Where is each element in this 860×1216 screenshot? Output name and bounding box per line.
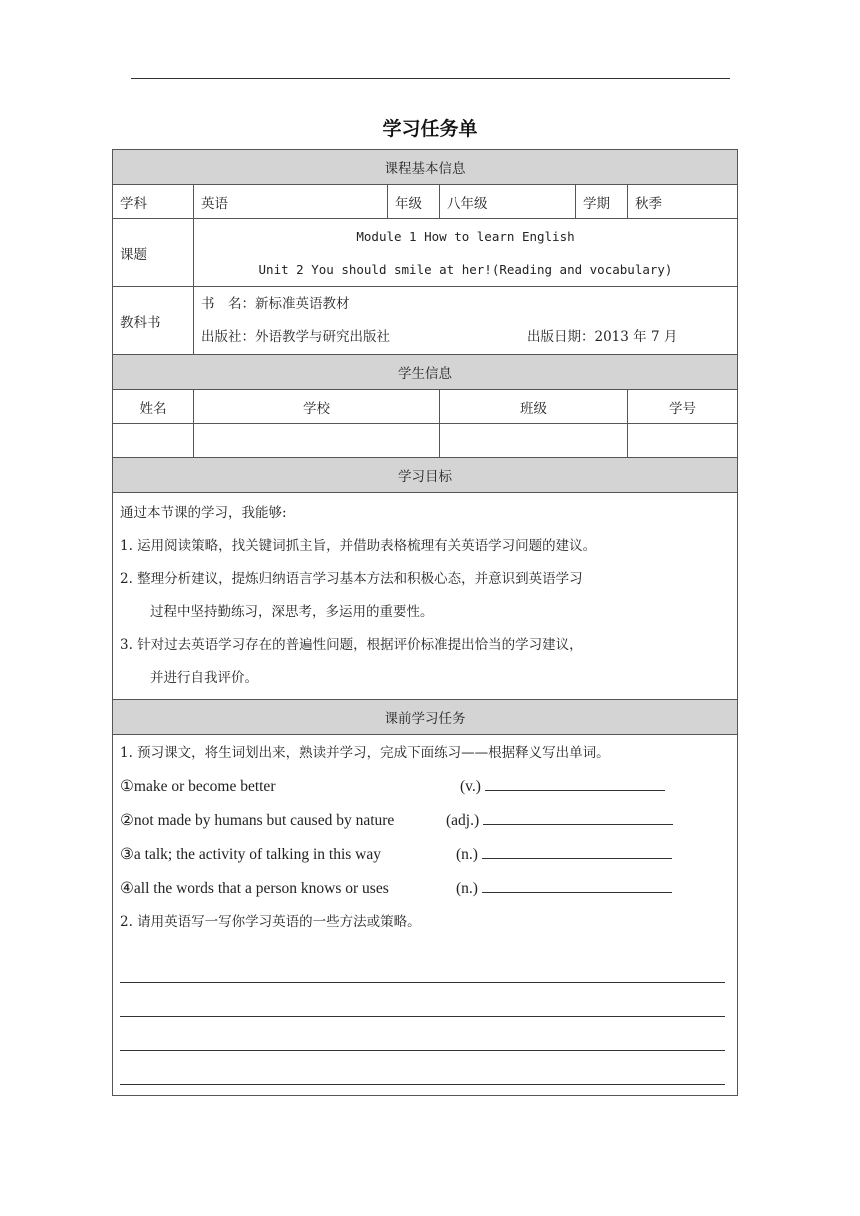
vocab-answer-blank[interactable] — [483, 806, 673, 825]
objective-2: 2. 整理分析建议，提炼归纳语言学习基本方法和积极心态，并意识到英语学习 — [120, 571, 583, 587]
section-pre-tasks: 课前学习任务 — [113, 700, 738, 735]
col-name: 姓名 — [113, 390, 194, 424]
vocab-definition: ①make or become better — [120, 778, 276, 795]
subject-label: 学科 — [113, 185, 194, 219]
pre-tasks-body — [113, 735, 738, 1096]
task-2: 2. 请用英语写一写你学习英语的一些方法或策略。 — [120, 914, 421, 930]
term-value: 秋季 — [628, 185, 738, 219]
student-id-input-cell[interactable] — [628, 424, 738, 458]
objective-3: 3. 针对过去英语学习存在的普遍性问题，根据评价标准提出恰当的学习建议， — [120, 637, 583, 653]
vocab-pos: (v.) — [460, 778, 481, 795]
vocab-pos: (n.) — [456, 880, 478, 897]
book-name: 书 名：新标准英语教材 — [201, 295, 350, 312]
vocab-item — [120, 770, 725, 804]
publisher: 出版社：外语教学与研究出版社 — [201, 328, 390, 345]
objectives-body — [113, 493, 738, 700]
textbook-label: 教科书 — [113, 287, 194, 355]
subject-value: 英语 — [194, 185, 388, 219]
vocab-answer-blank[interactable] — [482, 874, 672, 893]
vocab-item — [120, 872, 725, 906]
vocab-answer-blank[interactable] — [485, 772, 665, 791]
col-school: 学校 — [194, 390, 440, 424]
topic-value — [194, 219, 738, 287]
objectives-intro: 通过本节课的学习，我能够: — [120, 505, 287, 521]
section-objectives: 学习目标 — [113, 458, 738, 493]
writing-line[interactable] — [120, 1017, 725, 1051]
writing-line[interactable] — [120, 949, 725, 983]
writing-line[interactable] — [120, 983, 725, 1017]
grade-value: 八年级 — [440, 185, 576, 219]
publish-date: 出版日期：2013 年 7 月 — [527, 328, 678, 345]
objective-3-cont: 并进行自我评价。 — [150, 670, 258, 686]
vocab-item — [120, 804, 725, 838]
page-title: 学习任务单 — [382, 118, 478, 140]
term-label: 学期 — [576, 185, 628, 219]
school-input-cell[interactable] — [194, 424, 440, 458]
topic-unit: Unit 2 You should smile at her!(Reading and vocabulary) — [258, 261, 673, 277]
vocab-pos: (adj.) — [446, 812, 480, 829]
vocab-definition: ③a talk; the activity of talking in this way — [120, 846, 381, 863]
task-sheet-table — [112, 149, 738, 1096]
objective-1: 1. 运用阅读策略，找关键词抓主旨，并借助表格梳理有关英语学习问题的建议。 — [120, 538, 597, 554]
class-input-cell[interactable] — [440, 424, 628, 458]
topic-label: 课题 — [113, 219, 194, 287]
section-course-info: 课程基本信息 — [113, 150, 738, 185]
vocab-pos: (n.) — [456, 846, 478, 863]
col-class: 班级 — [440, 390, 628, 424]
textbook-info — [194, 287, 738, 355]
vocab-definition: ④all the words that a person knows or uses — [120, 880, 389, 897]
task-1: 1. 预习课文，将生词划出来，熟读并学习，完成下面练习——根据释义写出单词。 — [120, 745, 610, 761]
writing-line[interactable] — [120, 1051, 725, 1085]
col-student-id: 学号 — [628, 390, 738, 424]
section-student-info: 学生信息 — [113, 355, 738, 390]
vocab-definition: ②not made by humans but caused by nature — [120, 812, 395, 829]
topic-module: Module 1 How to learn English — [356, 228, 575, 244]
name-input-cell[interactable] — [113, 424, 194, 458]
header-rule — [131, 78, 730, 79]
objective-2-cont: 过程中坚持勤练习，深思考，多运用的重要性。 — [150, 604, 434, 620]
grade-label: 年级 — [388, 185, 440, 219]
vocab-answer-blank[interactable] — [482, 840, 672, 859]
vocab-item — [120, 838, 725, 872]
